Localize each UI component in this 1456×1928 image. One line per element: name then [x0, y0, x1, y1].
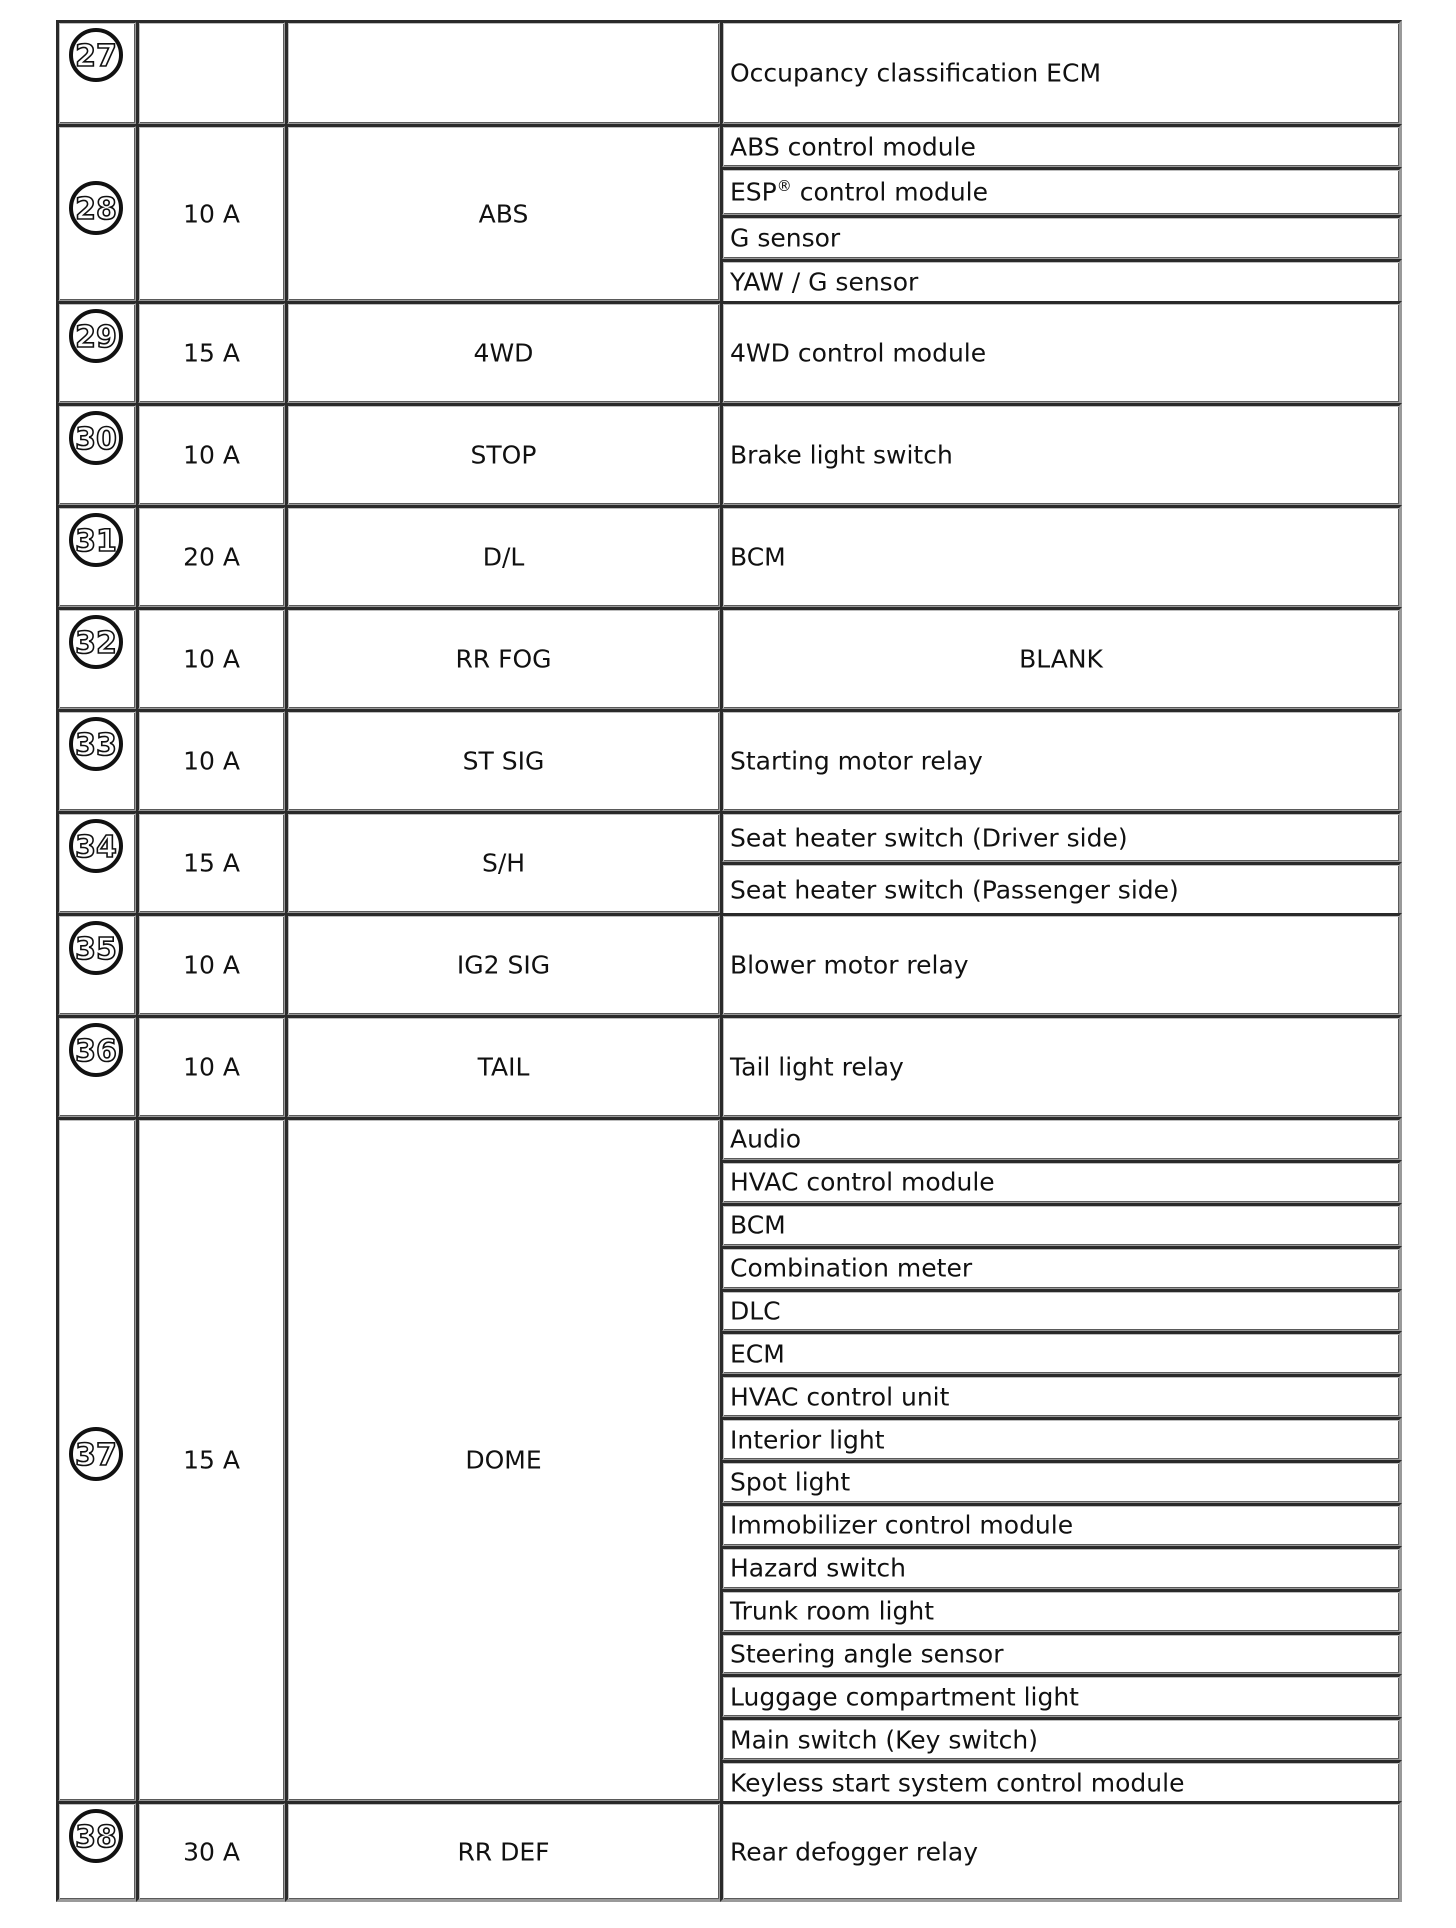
fuse-number-33 — [67, 715, 125, 773]
fuse-name: RR FOG — [455, 644, 552, 674]
fuse-number-text: 38 — [75, 1820, 117, 1855]
load-item: ESP® control module — [730, 177, 988, 207]
load-item: Combination meter — [730, 1253, 973, 1283]
amperage-value: 20 A — [183, 542, 240, 572]
load-item: Audio — [730, 1124, 802, 1154]
fuse-name: TAIL — [477, 1052, 530, 1082]
fuse-name: STOP — [470, 440, 537, 470]
load-item: Luggage compartment light — [730, 1682, 1079, 1712]
fuse-name: DOME — [465, 1445, 542, 1475]
amperage-value: 10 A — [183, 1052, 240, 1082]
fuse-number-34 — [67, 817, 125, 875]
load-item-cell — [720, 1331, 1402, 1376]
fuse-name: S/H — [481, 848, 526, 878]
amperage-value: 10 A — [183, 199, 240, 228]
fuse-name-cell — [285, 20, 722, 126]
load-item: Seat heater switch (Driver side) — [730, 823, 1128, 852]
fuse-number-35 — [67, 919, 125, 977]
amperage-value: 10 A — [183, 746, 240, 776]
load-item: Occupancy classification ECM — [730, 58, 1102, 88]
load-item: Seat heater switch (Passenger side) — [730, 875, 1179, 904]
fuse-number-36 — [67, 1021, 125, 1079]
amperage-value: 10 A — [183, 644, 240, 674]
load-item-cell — [720, 1117, 1402, 1162]
load-cell — [720, 505, 1402, 609]
load-item: Brake light switch — [730, 440, 953, 470]
amperage-value: 10 A — [183, 440, 240, 470]
fuse-number-text: 32 — [75, 626, 117, 661]
amperage-value: 15 A — [183, 338, 240, 368]
fuse-number-30 — [67, 409, 125, 467]
fuse-number-27 — [67, 26, 125, 84]
fuse-number-text: 35 — [75, 932, 117, 967]
fuse-number-31 — [67, 511, 125, 569]
load-item: Hazard switch — [730, 1553, 907, 1583]
fuse-table — [56, 20, 1402, 1902]
load-item: Trunk room light — [730, 1596, 935, 1626]
load-item: Steering angle sensor — [730, 1639, 1004, 1669]
fuse-number-text: 33 — [75, 728, 117, 763]
fuse-name: IG2 SIG — [456, 950, 551, 980]
load-item: DLC — [730, 1296, 781, 1326]
amperage-value: 10 A — [183, 950, 240, 980]
fuse-number-text: 31 — [75, 524, 117, 559]
fuse-name: ST SIG — [462, 746, 545, 776]
load-item: ABS control module — [730, 132, 976, 161]
fuse-number-text: 29 — [75, 320, 117, 355]
amperage-value: 15 A — [183, 1445, 240, 1475]
load-item: HVAC control unit — [730, 1382, 950, 1412]
load-item: G sensor — [730, 223, 841, 253]
fuse-number-text: 28 — [75, 191, 117, 227]
amperage-value: 15 A — [183, 848, 240, 878]
amperage-cell — [136, 20, 287, 126]
load-item: YAW / G sensor — [730, 267, 919, 297]
load-item-cell — [720, 1203, 1402, 1248]
fuse-number-text: 37 — [75, 1438, 117, 1473]
load-item: BCM — [730, 1210, 786, 1240]
fuse-number-38 — [67, 1807, 125, 1865]
fuse-number-text: 36 — [75, 1034, 117, 1069]
load-item: Keyless start system control module — [730, 1768, 1185, 1798]
fuse-name: D/L — [482, 542, 525, 572]
fuse-name: ABS — [478, 199, 529, 228]
load-item: Main switch (Key switch) — [730, 1725, 1038, 1755]
fuse-number-29 — [67, 307, 125, 365]
load-item-cell — [720, 1289, 1402, 1334]
load-item: BCM — [730, 542, 786, 572]
load-item: Spot light — [730, 1467, 851, 1497]
load-item: ECM — [730, 1339, 785, 1369]
fuse-number-text: 34 — [75, 830, 117, 865]
load-item: HVAC control module — [730, 1167, 995, 1197]
fuse-number-37 — [67, 1425, 125, 1483]
fuse-number-32 — [67, 613, 125, 671]
fuse-name: RR DEF — [457, 1837, 550, 1866]
fuse-number-28 — [67, 179, 125, 237]
load-item: 4WD control module — [730, 338, 987, 368]
load-item: Starting motor relay — [730, 746, 983, 776]
fuse-name: 4WD — [473, 338, 534, 368]
fuse-number-text: 30 — [75, 422, 117, 457]
load-item: Blower motor relay — [730, 950, 969, 980]
fuse-number-text: 27 — [75, 39, 117, 74]
load-item: Rear defogger relay — [730, 1837, 979, 1866]
amperage-value: 30 A — [183, 1837, 240, 1866]
load-item: Tail light relay — [730, 1052, 904, 1082]
load-item: BLANK — [1019, 644, 1103, 674]
load-item: Immobilizer control module — [730, 1510, 1074, 1540]
load-item: Interior light — [730, 1425, 885, 1455]
